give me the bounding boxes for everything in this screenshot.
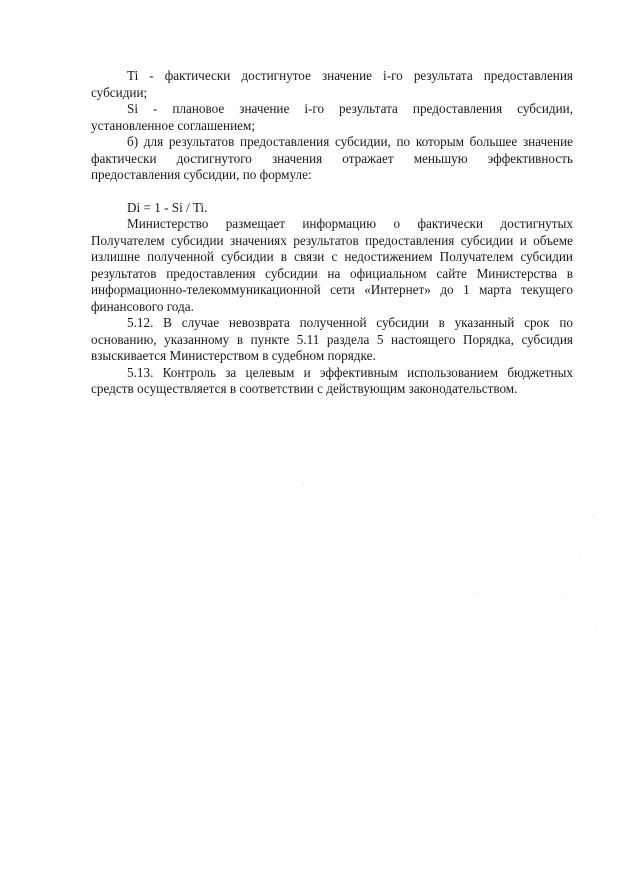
paragraph-ti-definition: Ti - фактически достигнутое значение i-го результата предоставления субсидии; xyxy=(91,68,573,100)
paragraph-formula-intro: б) для результатов предоставления субсидии, по которым большее значение фактически достигнутого значения отражает меньшую эффективность предоставления субсидии, по формуле: xyxy=(91,134,573,182)
scan-speck xyxy=(580,556,581,557)
formula-di: Di = 1 - Si / Ti. xyxy=(127,199,208,215)
document-body xyxy=(91,68,573,398)
scan-speck xyxy=(303,483,304,484)
scan-speck xyxy=(474,593,475,594)
paragraph-5-12: 5.12. В случае невозврата полученной субсидии в указанный срок по основанию, указанному в пункте 5.11 раздела 5 настоящего Порядка, субсидия взыскивается Министерством в судебном порядке. xyxy=(91,315,573,363)
scan-speck xyxy=(593,516,594,517)
paragraph-si-definition: Si - плановое значение i-го результата предоставления субсидии, установленное соглашением; xyxy=(91,101,573,133)
paragraph-5-13: 5.13. Контроль за целевым и эффективным использованием бюджетных средств осуществляется в соответствии с действующим законодательством. xyxy=(91,364,573,396)
scan-speck xyxy=(565,595,566,596)
paragraph-ministry-info: Министерство размещает информацию о фактически достигнутых Получателем субсидии значениях результатов предоставления субсидии и объеме излишне полученной субсидии в связи с недостижением Получателем субсидии результатов предоставления субсидии на официальном сайте Министерства в информационно-телекоммуникационной сети «Интернет» до 1 марта текущего финансового года. xyxy=(91,216,573,314)
scan-speck xyxy=(595,626,596,627)
